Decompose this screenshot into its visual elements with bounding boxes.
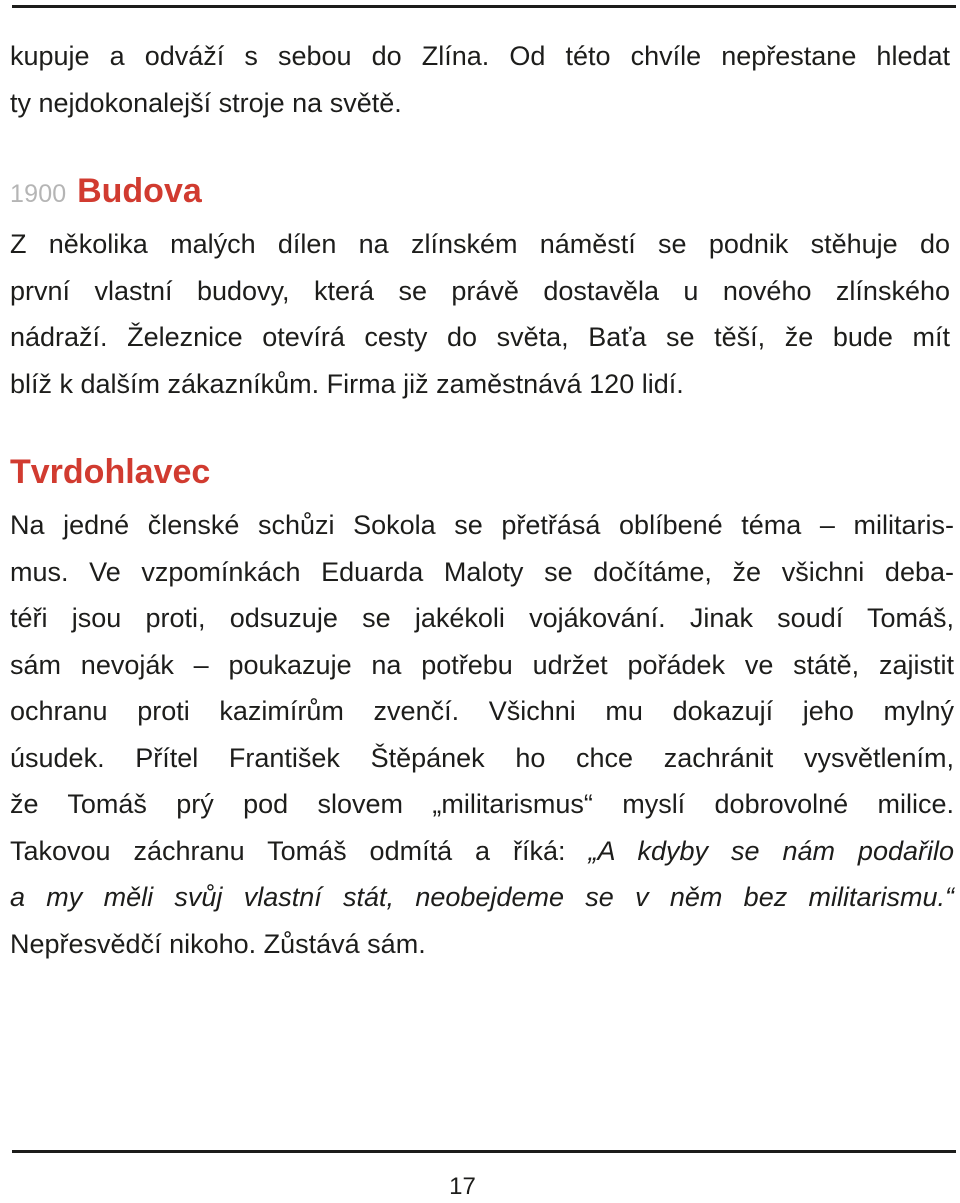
budova-paragraph: [10, 221, 950, 407]
closing-line: Nepřesvědčí nikoho. Zůstává sám.: [10, 928, 426, 959]
budova-line: nádraží. Železnice otevírá cesty do světa, Baťa se těší, že bude mít: [10, 322, 950, 352]
quote-italic-line: a my měli svůj vlastní stát, neobejdeme se v něm bez militarismu.“: [10, 882, 954, 912]
section-title-tvrdohlavec: Tvrdohlavec: [10, 453, 211, 491]
budova-line: blíž k dalším zákazníkům. Firma již zaměstnává 120 lidí.: [10, 368, 684, 399]
quote-italic: „A kdyby se nám podařilo: [588, 835, 954, 866]
tvrdohlavec-line: sám nevoják – poukazuje na potřebu udržet pořádek ve státě, zajistit: [10, 649, 954, 680]
tvrdohlavec-line: téři jsou proti, odsuzuje se jakékoli vojákování. Jinak soudí Tomáš,: [10, 603, 954, 633]
tvrdohlavec-line: ochranu proti kazimírům zvenčí. Všichni mu dokazují jeho mylný: [10, 696, 954, 726]
section-title: Budova: [77, 172, 202, 210]
bottom-rule: [12, 1150, 956, 1153]
quote-prefix: Takovou záchranu Tomáš odmítá a říká:: [10, 835, 589, 866]
intro-paragraph: [10, 33, 950, 126]
tvrdohlavec-line: úsudek. Přítel František Štěpánek ho chce zachránit vysvětlením,: [10, 742, 954, 773]
tvrdohlavec-paragraph: [10, 502, 954, 967]
tvrdohlavec-line: mus. Ve vzpomínkách Eduarda Maloty se dočítáme, že všichni deba-: [10, 556, 954, 587]
budova-line: první vlastní budovy, která se právě dostavěla u nového zlínského: [10, 275, 950, 306]
intro-line: kupuje a odváží s sebou do Zlína. Od této chvíle nepřestane hledat: [10, 41, 950, 71]
budova-line: Z několika malých dílen na zlínském náměstí se podnik stěhuje do: [10, 229, 950, 259]
top-rule: [12, 5, 956, 8]
section-heading-budova: [10, 171, 202, 215]
quote-line: [10, 828, 954, 875]
intro-line: ty nejdokonalejší stroje na světě.: [10, 87, 402, 118]
page-number: 17: [449, 1173, 476, 1200]
tvrdohlavec-line: že Tomáš prý pod slovem „militarismus“ myslí dobrovolné milice.: [10, 789, 954, 819]
section-year: 1900: [10, 180, 67, 208]
tvrdohlavec-line: Na jedné členské schůzi Sokola se přetřásá oblíbené téma – militaris-: [10, 510, 954, 540]
